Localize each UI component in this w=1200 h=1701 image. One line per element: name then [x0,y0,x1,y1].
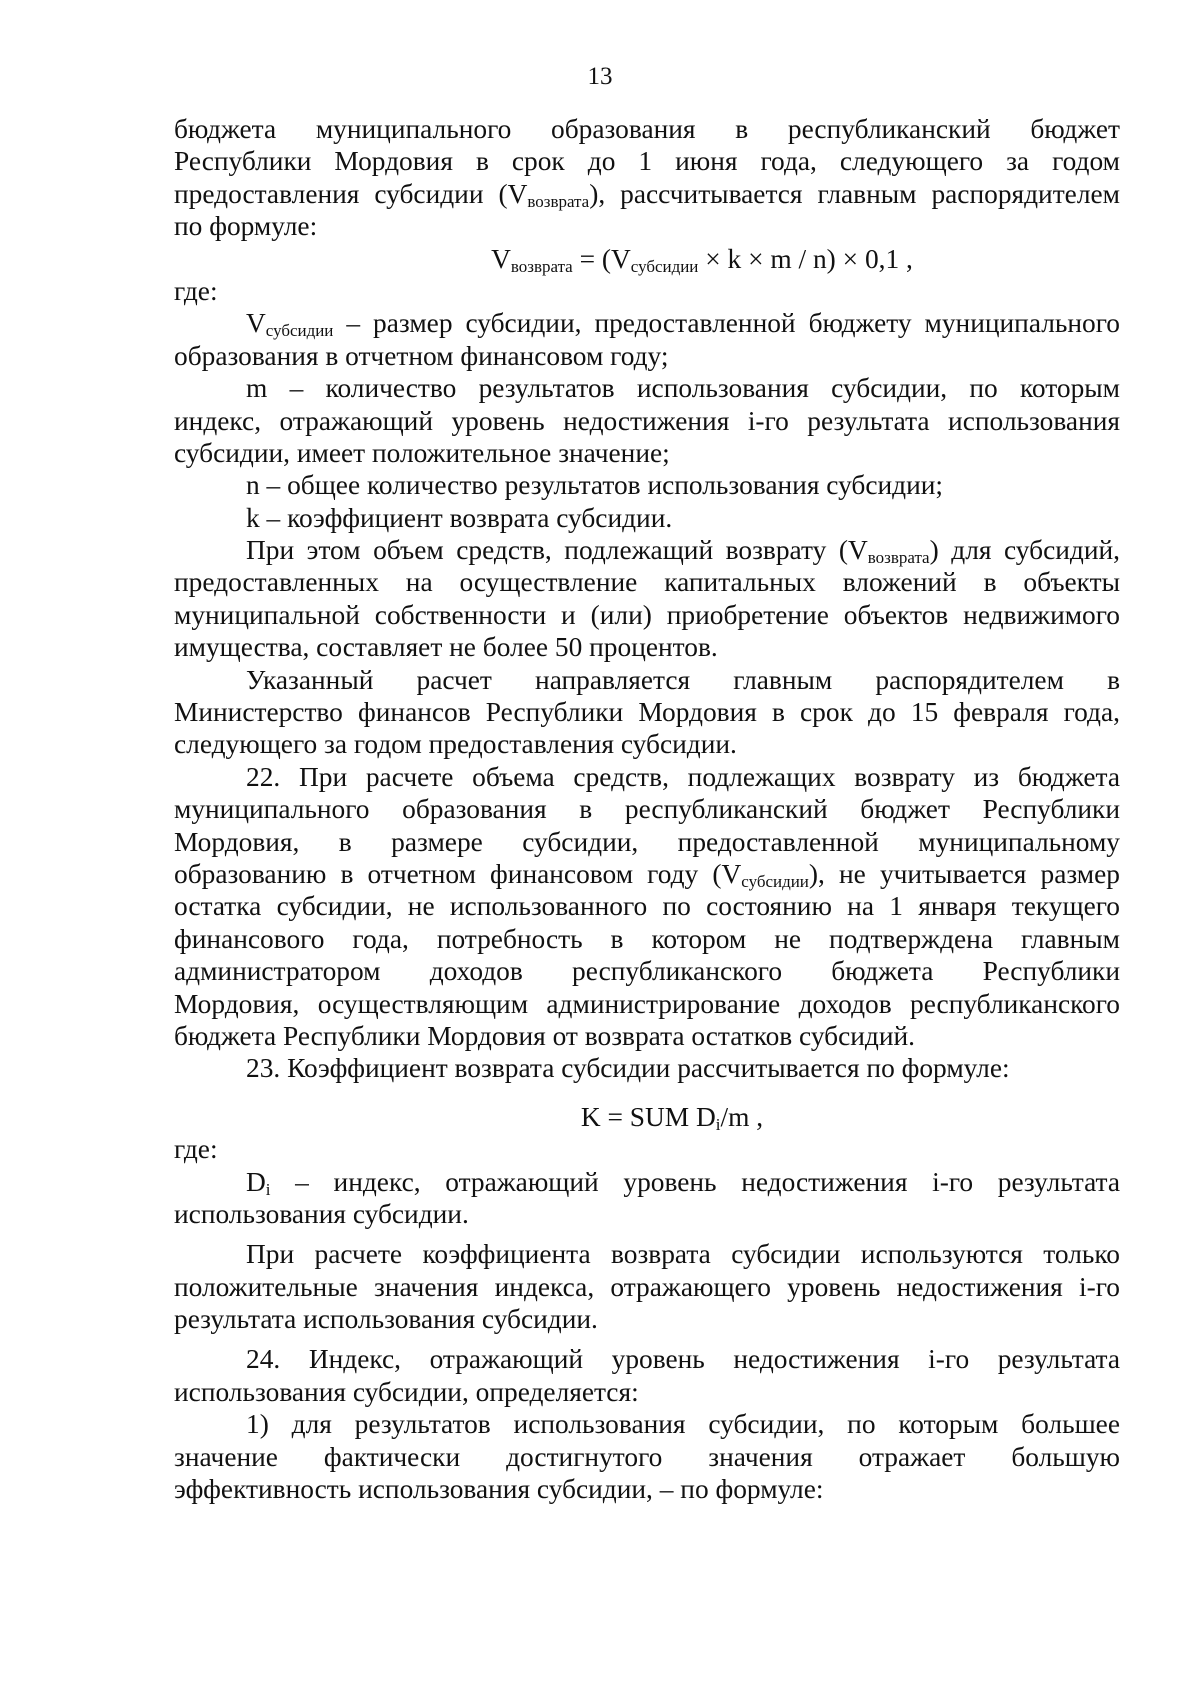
text-line: где: [174,275,218,306]
text-line: предоставленных на осуществление капитальных вложений в объекты [174,567,1120,598]
text-line [174,534,1120,566]
document-body [174,113,1120,1505]
text-segment: ), не учитывается размер [808,858,1120,889]
text-segment: V [246,308,266,339]
formula-line [174,1101,1120,1133]
subscript: субсидии [265,321,334,341]
text-line: Мордовия, осуществляющим администрирование доходов республиканского [174,988,1120,1019]
text-line [174,307,1120,339]
text-line: бюджета Республики Мордовия от возврата остатков субсидий. [174,1020,916,1051]
text-segment: – индекс, отражающий уровень недостижения i-го результата [270,1166,1120,1197]
text-line: остатка субсидии, не использованного по состоянию на 1 января текущего [174,891,1120,922]
text-line: положительные значения индекса, отражающего уровень недостижения i-го [174,1271,1120,1302]
subscript: возврата [510,256,573,276]
text-line: Республики Мордовия в срок до 1 июня года, следующего за годом [174,146,1120,177]
text-line: финансового года, потребность в котором не подтверждена главным [174,923,1120,954]
text-segment: D [246,1166,266,1197]
text-segment: = (V [572,243,631,274]
text-segment: образованию в отчетном финансовом году (V [174,858,742,889]
text-line: k – коэффициент возврата субсидии. [246,502,673,533]
text-line: Мордовия, в размере субсидии, предоставленной муниципальному [174,826,1120,857]
text-line: муниципального образования в республиканский бюджет Республики [174,794,1120,825]
text-line: 22. При расчете объема средств, подлежащих возврату из бюджета [246,761,1120,792]
text-line [174,858,1120,890]
text-segment: K = SUM D [580,1101,716,1132]
subscript: i [265,1179,271,1199]
spacer [174,1230,1120,1238]
text-segment: – размер субсидии, предоставленной бюджету муниципального [333,308,1120,339]
text-line: администратором доходов республиканского бюджета Республики [174,956,1120,987]
text-segment: При этом объем средств, подлежащий возврату (V [246,535,868,566]
subscript: субсидии [741,872,809,892]
text-line: результата использования субсидии. [174,1304,598,1335]
text-line: использования субсидии. [174,1198,469,1229]
text-segment: предоставления субсидии (V [174,178,528,209]
text-line: При расчете коэффициента возврата субсидии используются только [246,1239,1120,1270]
text-line: использования субсидии, определяется: [174,1376,639,1407]
text-line [174,178,1120,210]
text-segment: ) для субсидий, [929,535,1120,566]
text-line: бюджета муниципального образования в республиканский бюджет [174,114,1120,144]
subscript: i [715,1114,721,1134]
spacer [174,1085,1120,1101]
text-segment: V [491,243,511,274]
text-line: Министерство финансов Республики Мордовия в срок до 15 февраля года, [174,697,1120,728]
text-line: эффективность использования субсидии, – по формуле: [174,1474,824,1505]
subscript: возврата [867,548,930,568]
page-number: 13 [587,63,613,90]
text-line: 23. Коэффициент возврата субсидии рассчитывается по формуле: [246,1053,1010,1084]
text-line [174,1166,1120,1198]
subscript: возврата [527,192,590,212]
text-line: образования в отчетном финансовом году; [174,340,669,371]
text-line: индекс, отражающий уровень недостижения i-го результата использования [174,405,1120,436]
spacer [174,1335,1120,1343]
text-line: m – количество результатов использования субсидии, по которым [246,373,1120,404]
text-line: 24. Индекс, отражающий уровень недостижения i-го результата [246,1344,1120,1375]
text-line: по формуле: [174,211,318,242]
text-segment: × k × m / n) × 0,1 , [698,243,913,274]
text-line: Указанный расчет направляется главным распорядителем в [246,664,1120,695]
text-line: муниципальной собственности и (или) приобретение объектов недвижимого [174,599,1120,630]
text-segment: ), рассчитывается главным распорядителем [589,178,1120,209]
text-line: следующего за годом предоставления субсидии. [174,729,737,760]
text-line: 1) для результатов использования субсидии, по которым большее [246,1409,1120,1440]
text-line: n – общее количество результатов использования субсидии; [246,470,944,501]
text-line: субсидии, имеет положительное значение; [174,437,670,468]
text-line: значение фактически достигнутого значения отражает большую [174,1441,1120,1472]
formula-line [174,243,1120,275]
text-line: где: [174,1134,218,1165]
text-line: имущества, составляет не более 50 процентов. [174,632,718,663]
text-segment: /m , [720,1101,764,1132]
subscript: субсидии [630,256,699,276]
